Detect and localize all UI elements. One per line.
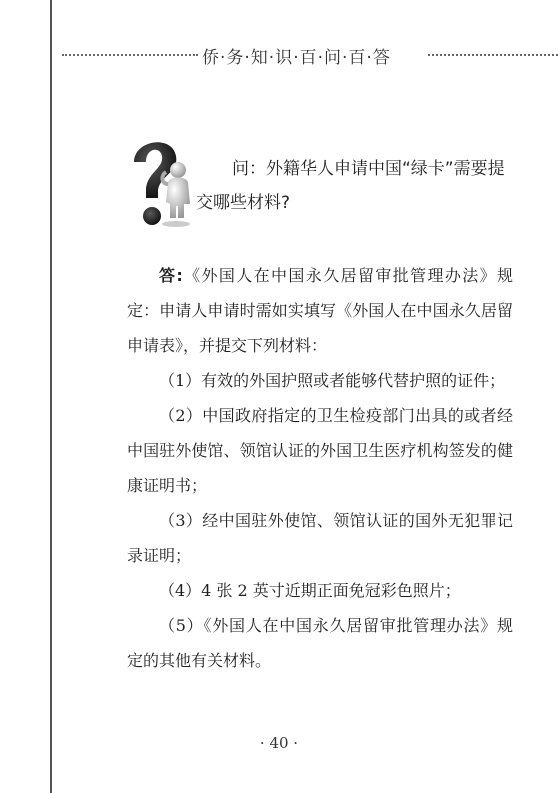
material-item-3: （3）经中国驻外使馆、领馆认证的国外无犯罪记录证明； [127, 511, 513, 565]
material-item-2: （2）中国政府指定的卫生检疫部门出具的或者经中国驻外使馆、领馆认证的外国卫生医疗机构签发的健康证明书； [127, 406, 513, 495]
answer-intro-text: 《外国人在中国永久居留审批管理办法》规定：申请人申请时需如实填写《外国人在中国永久居留申请表》，并提交下列材料： [127, 266, 513, 355]
page-binding-rule [50, 0, 52, 793]
question-line-1: 问：外籍华人申请中国“绿卡”需要提 [232, 159, 505, 179]
header-dotted-rule-right [428, 54, 558, 56]
question-mark-figure-icon [126, 132, 198, 232]
page-number: · 40 · [259, 734, 299, 752]
answer-label: 答: [159, 266, 183, 285]
material-item-5: （5）《外国人在中国永久居留审批管理办法》规定的其他有关材料。 [127, 616, 513, 670]
material-item-4: （4）4 张 2 英寸近期正面免冠彩色照片； [159, 581, 461, 600]
running-header-title: 侨·务·知·识·百·问·百·答 [202, 48, 391, 68]
question-heading [196, 152, 516, 220]
answer-intro [127, 258, 513, 363]
question-line-2: 交哪些材料? [196, 193, 291, 213]
header-dotted-rule-left [62, 54, 198, 56]
material-item-1: （1）有效的外国护照或者能够代替护照的证件； [159, 371, 506, 390]
answer-body [127, 258, 513, 678]
